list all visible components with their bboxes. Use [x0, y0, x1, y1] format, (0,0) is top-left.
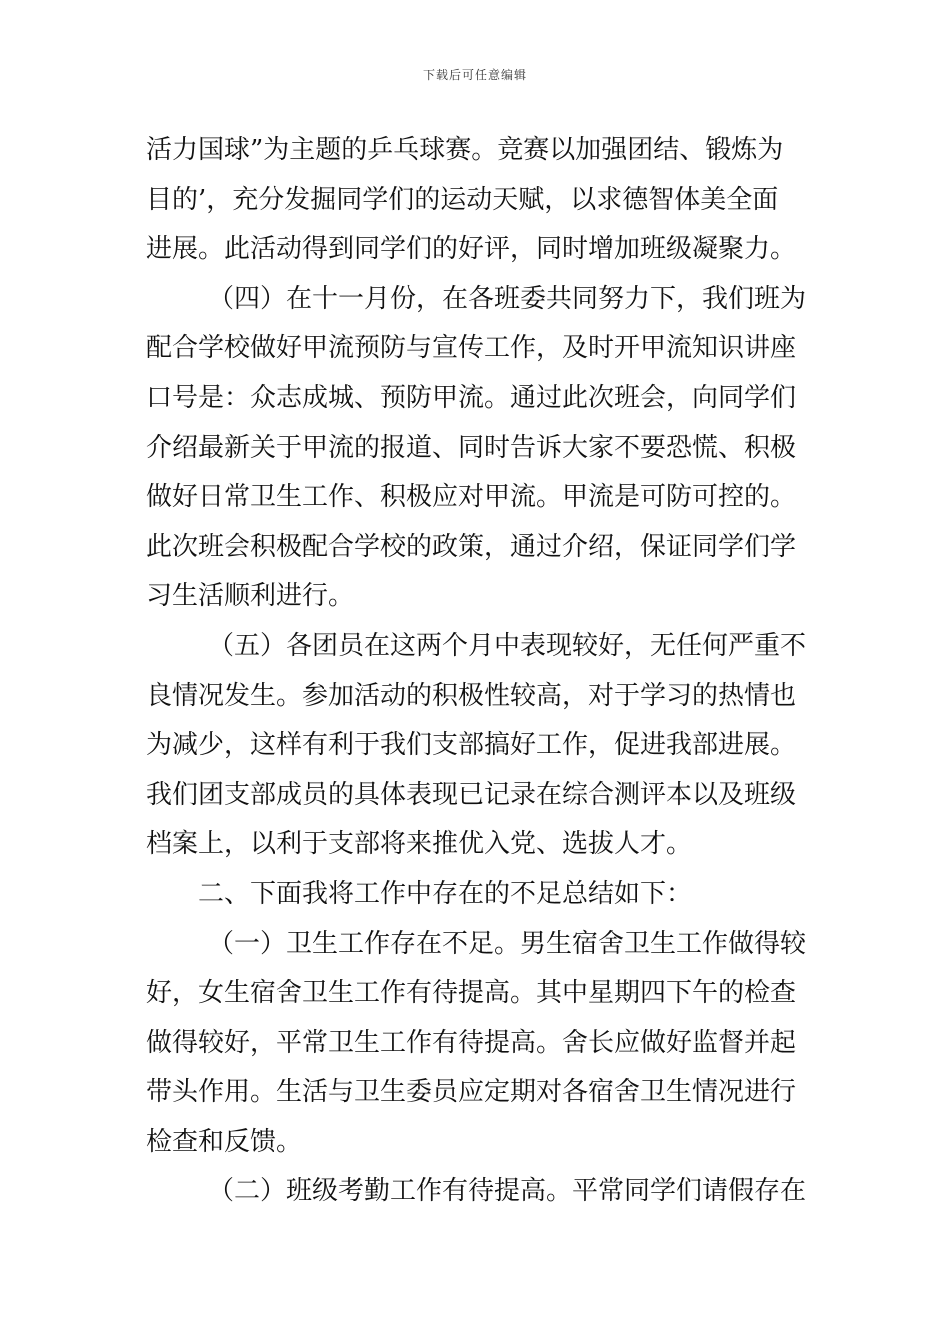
text-line: 介绍最新关于甲流的报道、同时告诉大家不要恐慌、积极: [146, 432, 797, 463]
document-body: [146, 126, 812, 1217]
text-line: 良情况发生。参加活动的积极性较高，对于学习的热情也: [146, 680, 797, 711]
text-line: 习生活顺利进行。: [146, 581, 355, 612]
text-line: 为减少，这样有利于我们支部搞好工作，促进我部进展。: [146, 730, 797, 761]
text-line: 配合学校做好甲流预防与宣传工作，及时开甲流知识讲座: [146, 333, 797, 364]
text-line: 带头作用。生活与卫生委员应定期对各宿舍卫生情况进行: [146, 1077, 797, 1108]
text-line: （二）班级考勤工作有待提高。平常同学们请假存在: [208, 1176, 807, 1207]
text-line: 活力国球”为主题的乒乓球赛。竞赛以加强团结、锻炼为: [146, 135, 784, 165]
text-line: （一）卫生工作存在不足。男生宿舍卫生工作做得较: [208, 928, 807, 959]
text-line: （四）在十一月份，在各班委共同努力下，我们班为: [208, 283, 807, 314]
text-line: 检查和反馈。: [146, 1126, 303, 1157]
page-header-note: 下载后可任意编辑: [422, 68, 527, 82]
text-line: 目的’，充分发掘同学们的运动天赋，以求德智体美全面: [146, 184, 779, 215]
text-line: 二、下面我将工作中存在的不足总结如下：: [198, 878, 693, 909]
text-line: 进展。此活动得到同学们的好评，同时增加班级凝聚力。: [146, 234, 797, 265]
text-line: 做好日常卫生工作、积极应对甲流。甲流是可防可控的。: [146, 482, 797, 513]
text-line: 档案上，以利于支部将来推优入党、选拔人才。: [146, 829, 693, 860]
text-line: （五）各团员在这两个月中表现较好，无任何严重不: [208, 630, 807, 661]
text-line: 口号是：众志成城、预防甲流。通过此次班会，向同学们: [146, 382, 797, 413]
text-line: 做得较好，平常卫生工作有待提高。舍长应做好监督并起: [146, 1027, 797, 1058]
text-line: 我们团支部成员的具体表现已记录在综合测评本以及班级: [146, 779, 797, 810]
text-line: 此次班会积极配合学校的政策，通过介绍，保证同学们学: [146, 531, 797, 562]
text-line: 好，女生宿舍卫生工作有待提高。其中星期四下午的检查: [146, 978, 797, 1009]
